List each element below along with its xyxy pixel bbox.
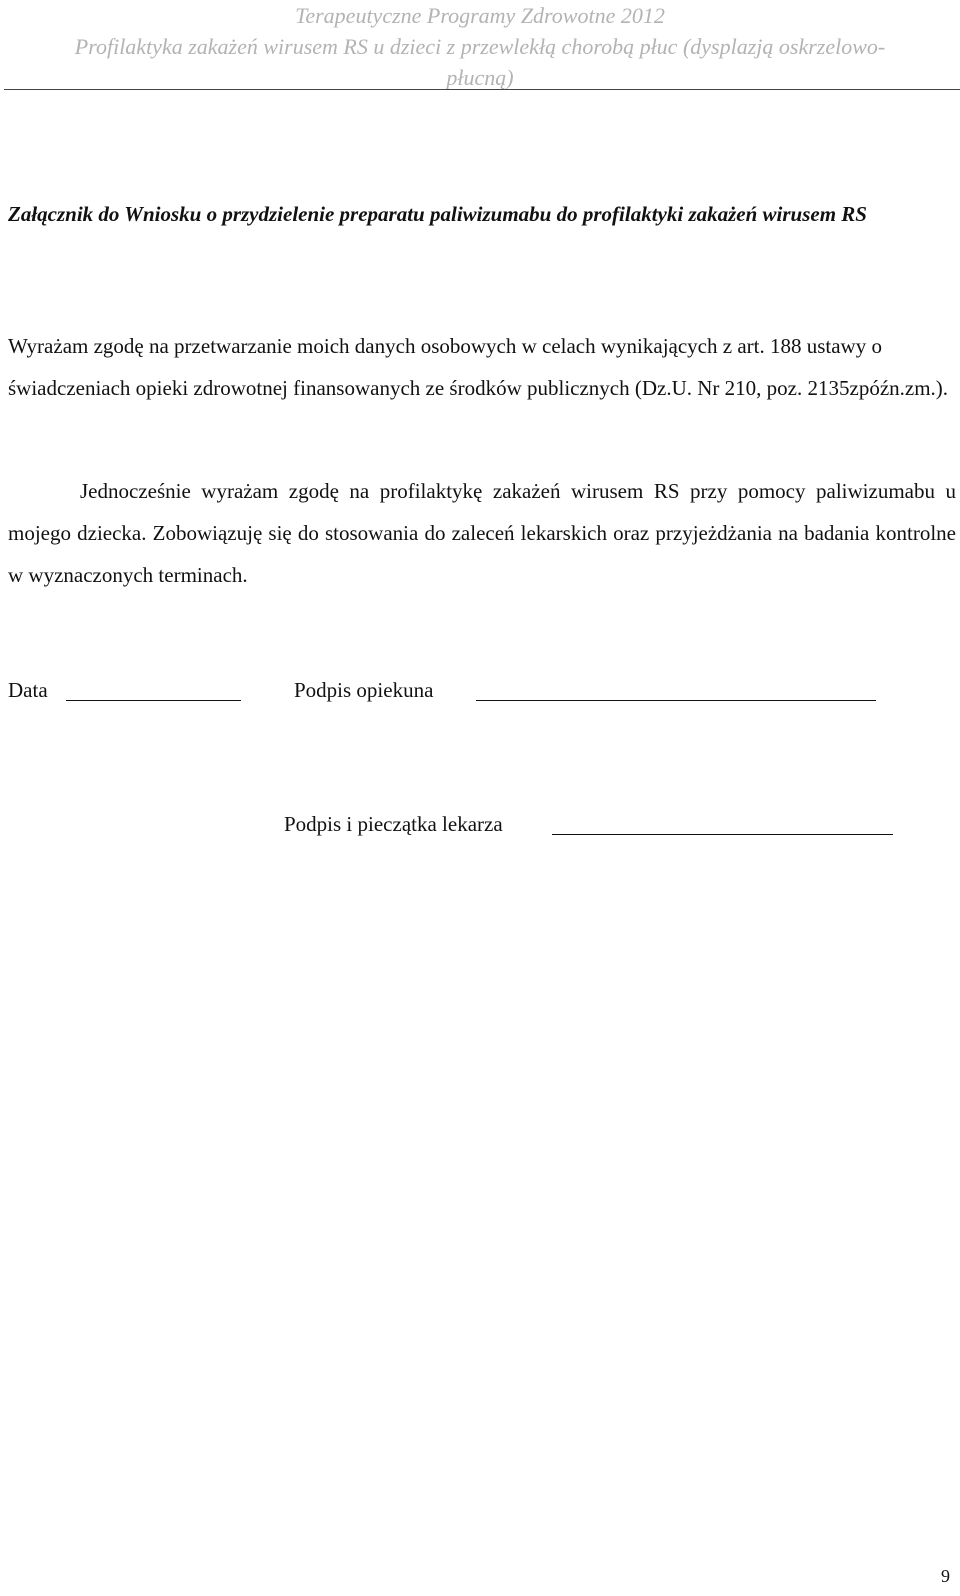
page-header	[0, 0, 960, 93]
doctor-signature-label: Podpis i pieczątka lekarza	[284, 812, 503, 836]
guardian-signature-line	[476, 700, 876, 701]
consent-paragraph-data-processing: Wyrażam zgodę na przetwarzanie moich danych osobowych w celach wynikających z art. 188 ustawy o świadczeniach opieki zdrowotnej finansowanych ze środków publicznych (Dz.U. Nr 210, poz. 2135zpóźn.zm.).	[8, 334, 949, 400]
guardian-signature-label: Podpis opiekuna	[294, 678, 434, 702]
date-label: Data	[8, 678, 48, 702]
date-signature-line	[66, 700, 241, 701]
consent-paragraph-prophylaxis: Jednocześnie wyrażam zgodę na profilaktykę zakażeń wirusem RS przy pomocy paliwizumabu u mojego dziecka. Zobowiązuję się do stosowania do zaleceń lekarskich oraz przyjeżdżania na badania kontrolne w wyznaczonych terminach.	[8, 479, 956, 587]
header-subtitle-continuation: płucną)	[446, 65, 514, 90]
header-program-title: Terapeutyczne Programy Zdrowotne 2012	[295, 3, 665, 28]
doctor-signature-line	[552, 834, 893, 835]
page-number: 9	[941, 1566, 950, 1586]
document-title: Załącznik do Wniosku o przydzielenie preparatu paliwizumabu do profilaktyki zakażeń wirusem RS	[8, 202, 867, 226]
header-divider	[4, 89, 960, 90]
header-subtitle: Profilaktyka zakażeń wirusem RS u dzieci z przewlekłą chorobą płuc (dysplazją oskrzelowo-	[74, 34, 886, 59]
